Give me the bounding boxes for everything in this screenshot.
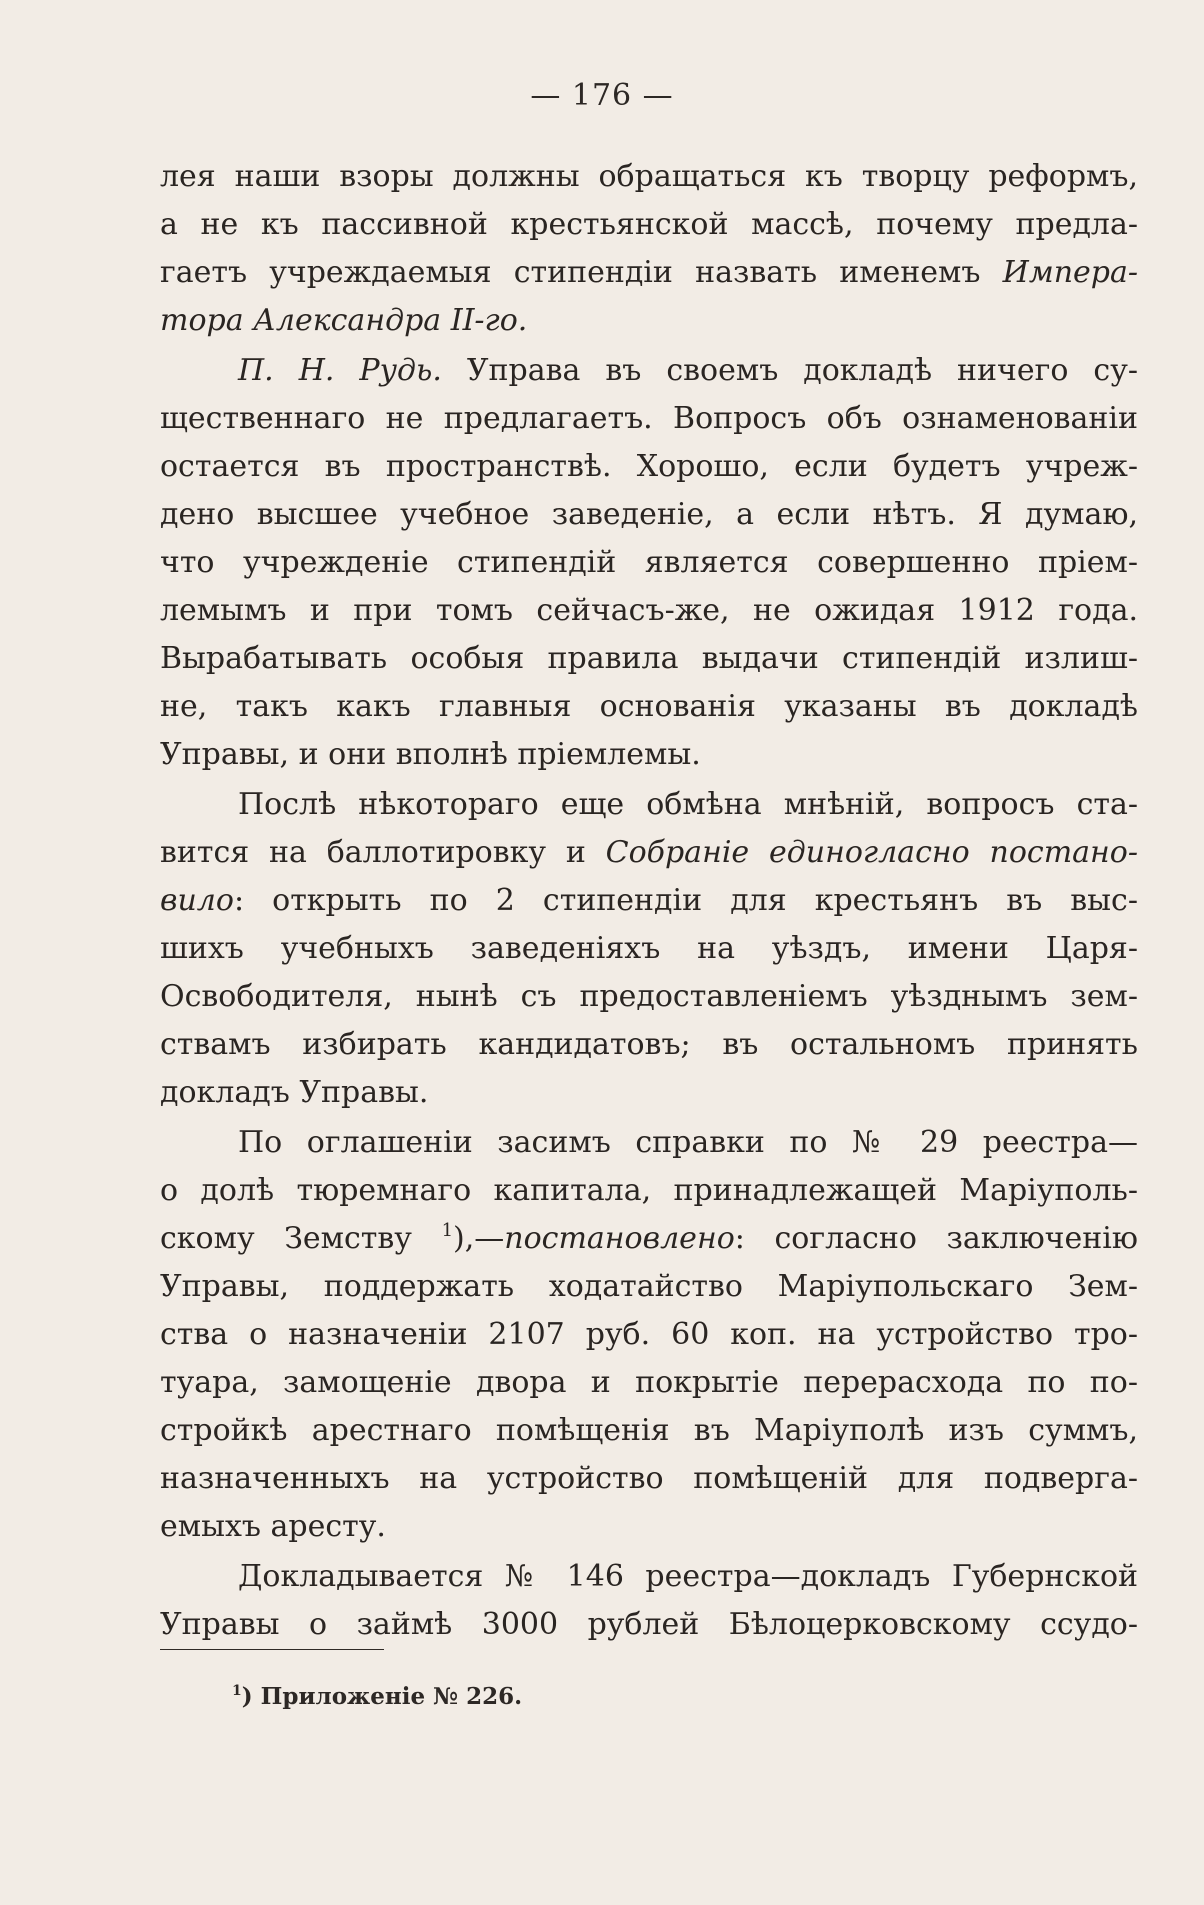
text-line: Докладывается № 146 реестра—докладъ Губернской: [238, 1559, 1138, 1594]
text-line: П. Н. Рудь. Управа въ своемъ докладѣ ничего су-: [238, 353, 1138, 388]
text-line: о долѣ тюремнаго капитала, принадлежащей Маріуполь-: [160, 1173, 1138, 1208]
text-line: а не къ пассивной крестьянской массѣ, почему предла-: [160, 207, 1138, 242]
text-line: щественнаго не предлагаетъ. Вопросъ объ ознаменованіи: [160, 401, 1138, 436]
footnote-number: 1: [232, 1683, 242, 1699]
text-line: остается въ пространствѣ. Хорошо, если будетъ учреж-: [160, 449, 1138, 484]
paragraph: [160, 347, 1138, 779]
text-line: вится на баллотировку и Собраніе единогласно постано-: [160, 835, 1138, 870]
paragraph: [160, 1119, 1138, 1551]
text-line: назначенныхъ на устройство помѣщеній для подверга-: [160, 1461, 1138, 1496]
footnote-marker: 1: [441, 1220, 454, 1241]
text-line: гаетъ учреждаемыя стипендіи назвать именемъ Импера-: [160, 255, 1138, 290]
text-line: Послѣ нѣкотораго еще обмѣна мнѣній, вопросъ ста-: [238, 787, 1138, 822]
text-line: Освободителя, нынѣ съ предоставленіемъ уѣзднымъ зем-: [160, 979, 1138, 1014]
text-line: не, такъ какъ главныя основанія указаны въ докладѣ: [160, 689, 1138, 724]
paragraph: [160, 781, 1138, 1117]
paragraph: [160, 1553, 1138, 1649]
text-line: Вырабатывать особыя правила выдачи стипендій излиш-: [160, 641, 1138, 676]
text-line: вило: открыть по 2 стипендіи для крестьянъ въ выс-: [160, 883, 1138, 918]
text-line: что учрежденіе стипендій является совершенно пріем-: [160, 545, 1138, 580]
text-line: ства о назначеніи 2107 руб. 60 коп. на устройство тро-: [160, 1317, 1138, 1352]
text-line: тора Александра II-го.: [160, 303, 528, 338]
text-line: Управы, и они вполнѣ пріемлемы.: [160, 737, 701, 772]
text-line: скому Земству $^1$),—постановлено: согласно заключенію: [160, 1220, 1138, 1256]
text-line: шихъ учебныхъ заведеніяхъ на уѣздъ, имени Царя-: [160, 931, 1138, 966]
text-line: Управы, поддержать ходатайство Маріупольскаго Зем-: [160, 1269, 1138, 1304]
footnote-divider: [160, 1649, 384, 1650]
text-line: лемымъ и при томъ сейчасъ-же, не ожидая 1912 года.: [160, 593, 1138, 628]
text-line: дено высшее учебное заведеніе, а если нѣтъ. Я думаю,: [160, 497, 1138, 532]
text-line: туара, замощеніе двора и покрытіе перерасхода по по-: [160, 1365, 1138, 1400]
body-text: [160, 153, 1138, 1649]
text-line: емыхъ аресту.: [160, 1509, 386, 1544]
page-number: — 176 —: [530, 78, 674, 113]
text-line: стройкѣ арестнаго помѣщенія въ Маріуполѣ изъ суммъ,: [160, 1413, 1138, 1448]
text-line: ствамъ избирать кандидатовъ; въ остальномъ принять: [160, 1027, 1138, 1062]
paragraph: [160, 153, 1138, 345]
text-line: докладъ Управы.: [160, 1075, 429, 1110]
footnote-text: ) Приложеніе № 226.: [241, 1683, 523, 1710]
text-line: Управы о займѣ 3000 рублей Бѣлоцерковскому ссудо-: [160, 1607, 1138, 1642]
footnote: [232, 1680, 522, 1714]
text-line: лея наши взоры должны обращаться къ творцу реформъ,: [160, 159, 1138, 194]
text-line: По оглашеніи засимъ справки по № 29 реестра—: [238, 1125, 1138, 1160]
